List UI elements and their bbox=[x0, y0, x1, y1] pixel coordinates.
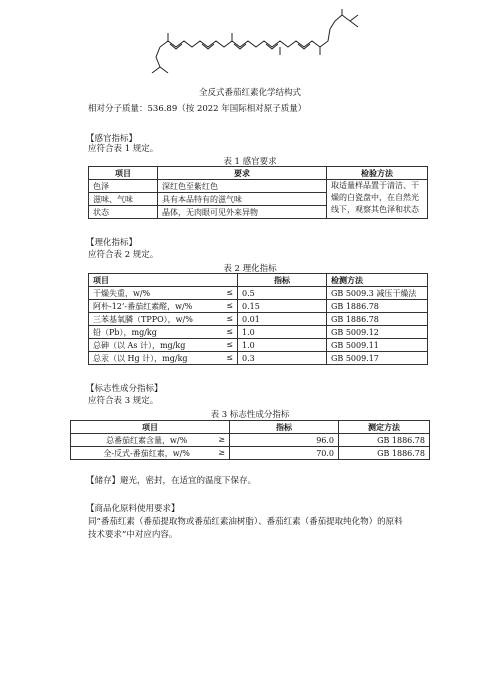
sensory-intro: 应符合表 1 规定。 bbox=[88, 144, 159, 154]
table-cell: GB 1886.78 bbox=[339, 434, 430, 447]
marker-table-title: 表 3 标志性成分指标 bbox=[210, 410, 290, 420]
operator: ≤ bbox=[226, 287, 233, 297]
table-cell: 总番茄红素含量，w/% bbox=[106, 435, 188, 445]
storage-text: 【储存】避光，密封，在适宜的温度下保存。 bbox=[86, 476, 257, 486]
table-cell: 具有本品特有的滋气味 bbox=[158, 193, 327, 206]
table-header: 项目 bbox=[71, 421, 230, 434]
table-cell: 1.0 bbox=[238, 326, 327, 339]
table-header: 项目 bbox=[89, 274, 238, 287]
table-row bbox=[71, 447, 430, 460]
table-cell: 铅（Pb），mg/kg bbox=[93, 327, 157, 337]
table-cell: 晶体，无肉眼可见外来异物 bbox=[158, 206, 327, 219]
sensory-heading: 【感官指标】 bbox=[86, 134, 138, 144]
table-header: 要求 bbox=[158, 167, 327, 180]
operator: ≤ bbox=[226, 326, 233, 336]
table-row bbox=[89, 339, 428, 352]
table-cell: 0.3 bbox=[238, 352, 327, 365]
table-header: 指标 bbox=[230, 421, 339, 434]
table-cell: 70.0 bbox=[230, 447, 339, 460]
table-cell: 干燥失重，w/% bbox=[93, 288, 151, 298]
table-cell: 总砷（以 As 计），mg/kg bbox=[93, 340, 186, 350]
molecular-weight: 相对分子质量：536.89（按 2022 年国际相对原子质量） bbox=[88, 104, 307, 114]
commercial-line-1: 同“番茄红素（番茄提取物或番茄红素油树脂）、番茄红素（番茄提取纯化物）的原料 bbox=[88, 517, 403, 527]
sensory-table bbox=[88, 166, 428, 219]
table-header: 测定方法 bbox=[339, 421, 430, 434]
marker-table bbox=[70, 420, 430, 460]
table-cell: GB 1886.78 bbox=[327, 313, 428, 326]
table-cell: 色泽 bbox=[89, 180, 158, 193]
table-cell: 0.15 bbox=[238, 300, 327, 313]
operator: ≤ bbox=[226, 352, 233, 362]
molecule-caption: 全反式番茄红素化学结构式 bbox=[198, 88, 301, 98]
marker-intro: 应符合表 3 规定。 bbox=[88, 396, 159, 406]
operator: ≤ bbox=[226, 339, 233, 349]
table-row bbox=[89, 313, 428, 326]
table-cell: GB 1886.78 bbox=[327, 300, 428, 313]
physchem-intro: 应符合表 2 规定。 bbox=[88, 250, 159, 260]
table-cell: 状态 bbox=[89, 206, 158, 219]
table-header: 检验方法 bbox=[327, 167, 428, 180]
table-row bbox=[71, 434, 430, 447]
commercial-line-2: 技术要求”中对应内容。 bbox=[88, 530, 178, 540]
operator: ≤ bbox=[226, 313, 233, 323]
table-row bbox=[89, 300, 428, 313]
physchem-table bbox=[88, 273, 428, 365]
table-cell: 三苯基氧膦（TPPO），w/% bbox=[93, 314, 193, 324]
table-cell: 0.01 bbox=[238, 313, 327, 326]
table-cell: GB 5009.3 减压干燥法 bbox=[327, 287, 428, 300]
table-header: 检测方法 bbox=[327, 274, 428, 287]
sensory-method-cell: 取适量样品置于清洁、干燥的白瓷盘中，在自然光线下，观察其色泽和状态 bbox=[327, 180, 428, 219]
marker-heading: 【标志性成分指标】 bbox=[86, 384, 163, 394]
table-row bbox=[89, 352, 428, 365]
table-row bbox=[89, 287, 428, 300]
table-row bbox=[89, 180, 428, 193]
table-header: 项目 bbox=[89, 167, 158, 180]
table-header: 指标 bbox=[238, 274, 327, 287]
commercial-heading: 【商品化原料使用要求】 bbox=[86, 504, 180, 514]
table-cell: GB 5009.12 bbox=[327, 326, 428, 339]
table-cell: GB 5009.11 bbox=[327, 339, 428, 352]
table-cell: 滋味、气味 bbox=[89, 193, 158, 206]
lycopene-structure-diagram bbox=[130, 5, 380, 83]
sensory-table-title: 表 1 感官要求 bbox=[223, 157, 277, 167]
physchem-heading: 【理化指标】 bbox=[86, 238, 138, 248]
table-cell: 阿朴-12’-番茄红素醛，w/% bbox=[93, 301, 193, 311]
table-cell: 96.0 bbox=[230, 434, 339, 447]
operator: ≤ bbox=[226, 300, 233, 310]
operator: ≥ bbox=[218, 434, 225, 444]
table-cell: 0.5 bbox=[238, 287, 327, 300]
table-cell: 全-反式-番茄红素，w/% bbox=[103, 448, 190, 458]
physchem-table-title: 表 2 理化指标 bbox=[223, 264, 277, 274]
table-cell: 深红色至紫红色 bbox=[158, 180, 327, 193]
table-cell: 1.0 bbox=[238, 339, 327, 352]
table-cell: 总汞（以 Hg 计），mg/kg bbox=[93, 353, 188, 363]
table-row bbox=[89, 326, 428, 339]
table-cell: GB 1886.78 bbox=[339, 447, 430, 460]
operator: ≥ bbox=[218, 447, 225, 457]
table-cell: GB 5009.17 bbox=[327, 352, 428, 365]
